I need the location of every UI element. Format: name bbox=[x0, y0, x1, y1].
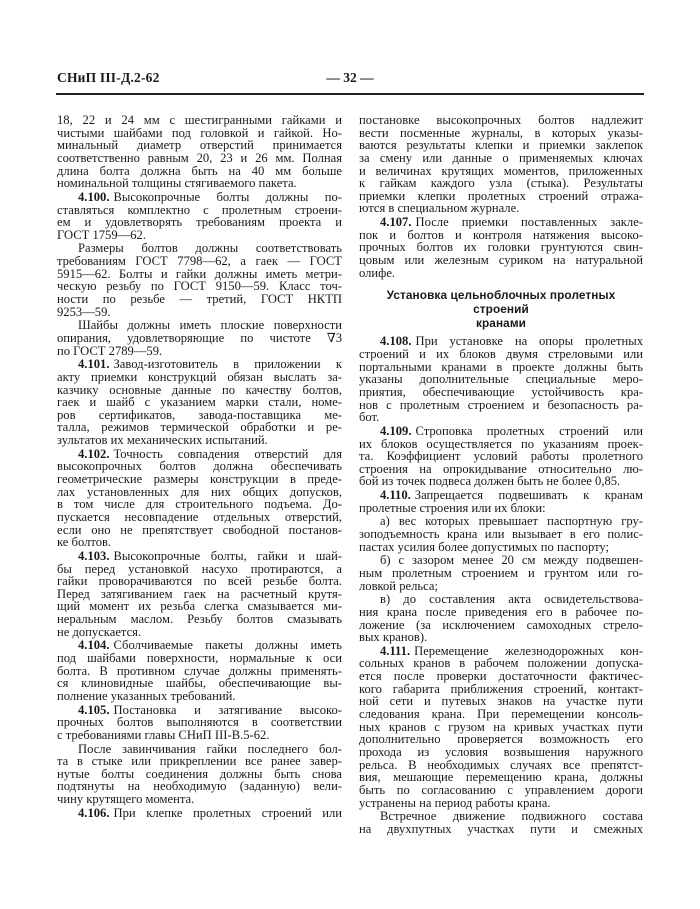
text-line: полнение указанных требований. bbox=[57, 688, 236, 703]
text-line: ке болтов. bbox=[57, 535, 112, 550]
text-line: ности по резьбе — третий, ГОСТ НКТП bbox=[57, 292, 342, 306]
text-line: приятия, обеспечивающие устойчивость кра- bbox=[359, 384, 643, 399]
text-line: 18, 22 и 24 мм с шестигранными гайками и bbox=[57, 113, 342, 127]
text-line: ловкой рельса; bbox=[359, 578, 438, 593]
text-line: б) с зазором менее 20 см между подвешен- bbox=[380, 553, 643, 568]
text-line: требованиям ГОСТ 7798—62, а гаек — ГОСТ bbox=[57, 254, 342, 269]
clause-text: Завод-изготовитель в приложении к bbox=[113, 357, 342, 372]
clause-text: Сболчиваемые пакеты должны иметь bbox=[113, 638, 342, 653]
text-line: их блоков осуществляется по указаниям проек- bbox=[359, 436, 643, 451]
text-line: лах установленных для них общих допусков, bbox=[57, 484, 342, 499]
heading-line: кранами bbox=[475, 316, 527, 331]
clause-4-103 bbox=[57, 550, 342, 639]
paragraph bbox=[57, 242, 342, 318]
clause-4-109 bbox=[359, 425, 643, 488]
text-line: устранены на период работы крана. bbox=[359, 795, 551, 810]
text-line: бот. bbox=[359, 410, 380, 425]
text-line: чистыми шайбами под головкой и гайкой. Но- bbox=[57, 125, 342, 140]
text-line: дополнительно проверяется возможность его bbox=[359, 732, 643, 747]
text-line: щий момент их резьба слегка смазывается ми- bbox=[57, 599, 342, 614]
clause-number: 4.106. bbox=[78, 805, 110, 820]
text-line: ваются результаты клепки и приемки заклепок bbox=[359, 138, 643, 153]
clause-4-107 bbox=[359, 216, 643, 279]
text-line: цовым или железным суриком на натуральной bbox=[359, 253, 643, 268]
paragraph bbox=[359, 593, 643, 644]
text-line: с требованиями главы СНиП III-В.5-62. bbox=[57, 727, 270, 742]
clause-text: При установке на опоры пролетных bbox=[415, 334, 643, 349]
text-line: к гайкам каждого узла (стыка). Результаты bbox=[359, 176, 643, 191]
clause-number: 4.110. bbox=[380, 488, 411, 503]
right-column bbox=[359, 114, 643, 835]
clause-4-111 bbox=[359, 645, 643, 809]
text-line: талла, режимов термической обработки и ре- bbox=[57, 420, 342, 435]
text-line: ческую резьбу по ГОСТ 9150—59. Класс точ- bbox=[57, 279, 342, 294]
text-line: следования крана. При перемещении консоль- bbox=[359, 707, 643, 722]
text-line: ной сети и путевых знаков на участке пути bbox=[359, 694, 643, 709]
clause-4-110 bbox=[359, 489, 643, 514]
clause-4-105 bbox=[57, 704, 342, 742]
text-line: рельса. В необходимых случаях все препятст- bbox=[359, 757, 643, 772]
text-line: ния крана после приведения его в рабочее по- bbox=[359, 604, 643, 619]
clause-number: 4.103. bbox=[78, 548, 110, 563]
text-line: подтянуты на необходимую (заданную) вели- bbox=[57, 779, 342, 794]
text-line: портальными кранами в проекте должны быть bbox=[359, 359, 643, 374]
text-line: зультатов их механических испытаний. bbox=[57, 433, 268, 448]
text-line bbox=[359, 425, 643, 438]
text-line: ются в специальном журнале. bbox=[359, 201, 520, 216]
text-line: ем и удовлетворять требованиям проекта и bbox=[57, 215, 342, 230]
clause-number: 4.108. bbox=[380, 334, 412, 349]
text-line: гаек и шайб с указанием марки стали, номе- bbox=[57, 395, 342, 410]
text-line: ложение (за исключением самоходных стрело- bbox=[359, 617, 643, 632]
clause-4-102 bbox=[57, 448, 342, 549]
text-line: геометрические размеры конструкции в преде- bbox=[57, 472, 342, 487]
text-line bbox=[359, 489, 643, 502]
text-line: а) вес которых превышает паспортную гру- bbox=[380, 514, 643, 529]
text-line: болта. В противном случае должны применять- bbox=[57, 663, 342, 678]
text-line: по ГОСТ 2789—59. bbox=[57, 343, 163, 358]
text-line: быть по согласованию с управлением дороги bbox=[359, 782, 643, 797]
text-line: 9253—59. bbox=[57, 304, 111, 319]
clause-text: Перемещение железнодорожных кон- bbox=[414, 643, 643, 658]
text-line: высокопрочных болтов должна обеспечивать bbox=[57, 459, 342, 474]
text-line: ГОСТ 1759—62. bbox=[57, 227, 146, 242]
text-line: Перед затягиванием гаек на расчетный крутя- bbox=[57, 586, 342, 601]
paragraph bbox=[359, 554, 643, 592]
clause-text: Запрещается подвешивать к кранам bbox=[414, 488, 643, 503]
clause-number: 4.102. bbox=[78, 446, 110, 461]
text-line: ется после проверки достаточности фактичес- bbox=[359, 669, 643, 684]
clause-4-101 bbox=[57, 358, 342, 447]
text-line: пускается несовпадение отдельных отверстий, bbox=[57, 509, 342, 524]
text-line: ных кранов с грузом на кривых участках пути bbox=[359, 719, 643, 734]
text-line: минальный диаметр отверстий принимается bbox=[57, 138, 342, 153]
clause-4-104 bbox=[57, 639, 342, 702]
clause-number: 4.105. bbox=[78, 702, 110, 717]
text-line: зоподъемность крана или вызывает в его полис- bbox=[359, 527, 643, 542]
text-line: ным пролетным строением и грунтом или го- bbox=[359, 565, 643, 580]
text-line: вести посменные журналы, в которых указы- bbox=[359, 125, 643, 140]
text-line: в том числе для строительного подъема. До- bbox=[57, 497, 342, 512]
clause-number: 4.109. bbox=[380, 423, 412, 438]
text-line: Размеры болтов должны соответствовать bbox=[78, 241, 342, 256]
text-line: кого габарита приближения строений, контакт- bbox=[359, 681, 643, 696]
text-line: ся клиновидные шайбы, обеспечивающие вы- bbox=[57, 676, 342, 691]
text-line: соответственно равным 20, 23 и 26 мм. Полная bbox=[57, 150, 342, 165]
text-line: если оно не препятствует свободной постанов- bbox=[57, 522, 342, 537]
text-line: прохода из условия возвышения наружного bbox=[359, 744, 643, 759]
text-line: гайки проворачиваются по всей резьбе болта. bbox=[57, 574, 342, 589]
clause-4-100 bbox=[57, 191, 342, 242]
paragraph bbox=[57, 114, 342, 190]
left-column bbox=[57, 114, 342, 819]
paragraph bbox=[359, 114, 643, 215]
clause-text: При клепке пролетных строений или bbox=[113, 805, 342, 820]
text-line: Встречное движение подвижного состава bbox=[380, 809, 643, 824]
text-line bbox=[359, 216, 643, 229]
text-line bbox=[57, 358, 342, 371]
clause-text: Постановка и затягивание высоко- bbox=[113, 702, 342, 717]
text-line bbox=[57, 807, 342, 820]
clause-4-106 bbox=[57, 807, 342, 820]
text-line: приемки клепки пролетных строений отража- bbox=[359, 188, 643, 203]
text-line: ров сертификатов, завода-поставщика ме- bbox=[57, 407, 342, 422]
clause-number: 4.104. bbox=[78, 638, 110, 653]
clause-number: 4.111. bbox=[380, 643, 411, 658]
text-line: номинальной толщины стягиваемого пакета. bbox=[57, 176, 297, 191]
text-line: После завинчивания гайки последнего бол- bbox=[78, 741, 342, 756]
text-line: казчику основные данные по качеству болтов, bbox=[57, 382, 342, 397]
text-line: Шайбы должны иметь плоские поверхности bbox=[78, 318, 342, 333]
text-line: пок и болтов и контроля натяжения высоко- bbox=[359, 227, 643, 242]
clause-4-108 bbox=[359, 335, 643, 424]
text-line: строений и их блоков двумя стреловыми или bbox=[359, 347, 643, 361]
clause-number: 4.100. bbox=[78, 189, 110, 204]
paragraph bbox=[57, 743, 342, 806]
text-line: та в стыке или прикреплении все ранее завер- bbox=[57, 754, 342, 769]
text-line: длина болта должна быть на 40 мм больше bbox=[57, 163, 342, 178]
clause-text: Точность совпадения отверстий для bbox=[113, 446, 342, 461]
text-line: пролетные строения или их блоки: bbox=[359, 500, 546, 515]
text-line: в) до составления акта освидетельствова- bbox=[380, 592, 643, 607]
text-line: не допускается. bbox=[57, 624, 142, 639]
clause-text: После приемки поставленных закле- bbox=[415, 215, 643, 230]
text-line: опирания, удовлетворяющие по чистоте ∇3 bbox=[57, 330, 342, 345]
text-line: под шайбами поверхности, нормальные к оси bbox=[57, 651, 342, 666]
text-line: ставляться комплектно с пролетным строени- bbox=[57, 202, 342, 217]
paragraph bbox=[359, 515, 643, 553]
text-line: 5915—62. Болты и гайки должны иметь метри- bbox=[57, 266, 342, 281]
text-line: прочных болтов выполняются в соответствии bbox=[57, 715, 342, 730]
clause-number: 4.101. bbox=[78, 357, 110, 372]
text-line bbox=[57, 191, 342, 204]
text-line: сольных кранов в рабочем положении допуска- bbox=[359, 656, 643, 671]
text-line: чину крутящего момента. bbox=[57, 792, 195, 807]
text-line: прочных болтов их головки грунтуются свин- bbox=[359, 240, 643, 255]
text-line: вых кранов). bbox=[359, 630, 428, 645]
text-line: строения на опрокидывание относительно лю- bbox=[359, 461, 643, 476]
clause-text: Высокопрочные болты должны по- bbox=[113, 189, 342, 204]
clause-text: Высокопрочные болты, гайки и шай- bbox=[113, 548, 342, 563]
text-line: пастах усилия более допустимых по паспорту; bbox=[359, 539, 610, 554]
text-line: и величинах крутящих моментов, приложенных bbox=[359, 163, 643, 178]
document-code: СНиП III-Д.2-62 bbox=[57, 70, 160, 85]
text-line: акту приемки конструкций обязан выслать за- bbox=[57, 369, 342, 384]
text-line: указаны дополнительные специальные меро- bbox=[359, 372, 643, 387]
text-line: неральным маслом. Резьбу болтов смазывать bbox=[57, 612, 342, 627]
paragraph bbox=[359, 810, 643, 835]
text-line: за смену или данные о применяемых ключах bbox=[359, 150, 643, 165]
paragraph bbox=[57, 319, 342, 357]
heading-line: Установка цельноблочных пролетных строений bbox=[386, 288, 616, 317]
text-line: вия, мешающие перемещению крана, должны bbox=[359, 770, 643, 785]
header-divider bbox=[56, 93, 644, 95]
text-line: бой из точек подвеса должен быть не более 0,85. bbox=[359, 474, 621, 489]
text-line: постановке высокопрочных болтов надлежит bbox=[359, 113, 643, 127]
clause-number: 4.107. bbox=[380, 215, 412, 230]
text-line: нов с пролетным строением и безопасность ра- bbox=[359, 397, 643, 412]
text-line: олифе. bbox=[359, 265, 396, 280]
text-line: бы перед установкой насухо протираются, а bbox=[57, 561, 342, 576]
text-line: та. Коэффициент условий работы пролетного bbox=[359, 449, 643, 464]
text-line bbox=[57, 550, 342, 563]
clause-text: Строповка пролетных строений или bbox=[415, 423, 643, 438]
text-line: на двухпутных участках пути и смежных bbox=[359, 821, 643, 836]
text-line: нутые болты соединения должны быть снова bbox=[57, 766, 342, 781]
section-heading bbox=[359, 288, 643, 330]
page-number: — 32 — bbox=[326, 70, 374, 85]
